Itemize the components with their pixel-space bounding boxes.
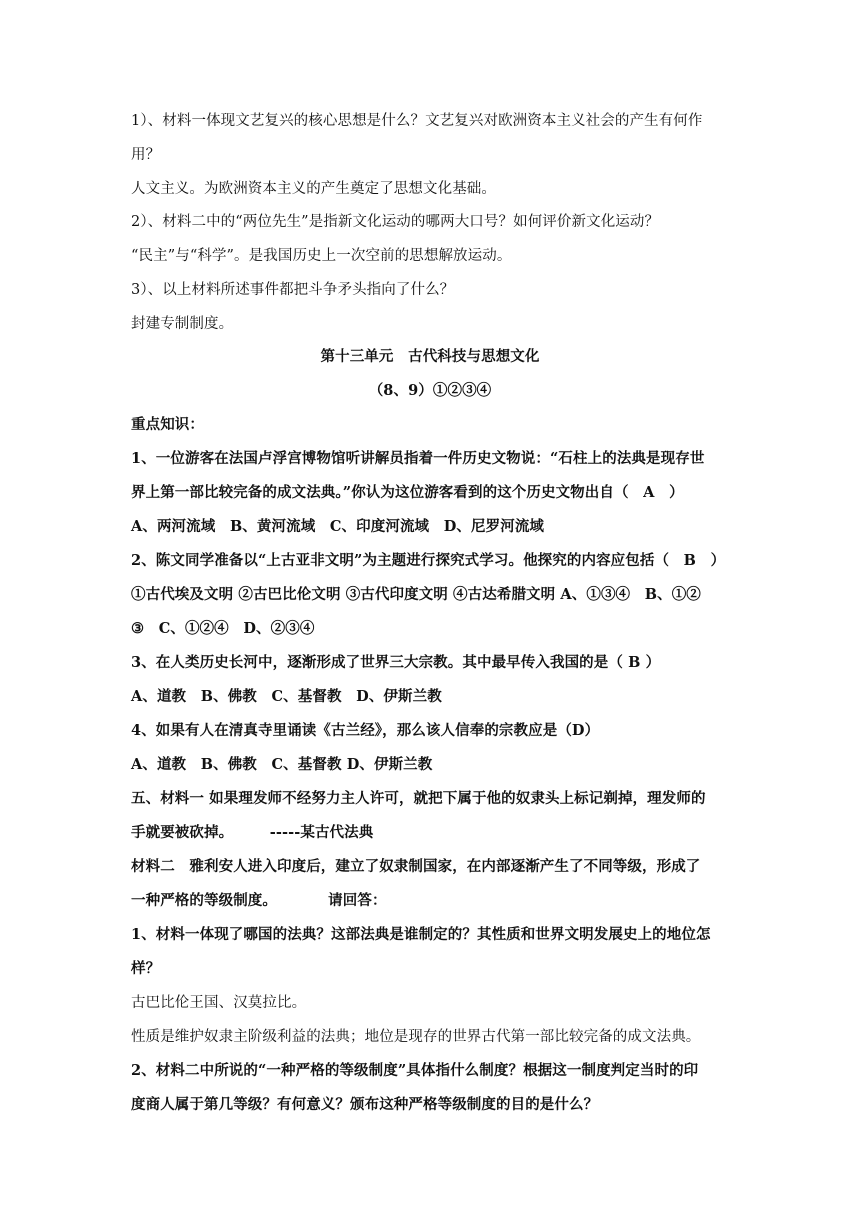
mcq-1-options: A、两河流域 B、黄河流域 C、印度河流域 D、尼罗河流域 bbox=[131, 518, 545, 535]
mcq-2-line-2: ①古代埃及文明 ②古巴比伦文明 ③古代印度文明 ④古达希腊文明 A、①③④ B、①② bbox=[131, 586, 701, 603]
mcq-2-line-1: 2、陈文同学准备以“上古亚非文明”为主题进行探究式学习。他探究的内容应包括（ B ） bbox=[131, 552, 726, 569]
answer-3: 封建专制制度。 bbox=[131, 316, 234, 332]
question-3: 3）、以上材料所述事件都把斗争矛头指向了什么？ bbox=[131, 282, 455, 298]
answer-1: 人文主义。为欧洲资本主义的产生奠定了思想文化基础。 bbox=[131, 181, 496, 197]
unit-subtitle: （8、9）①②③④ bbox=[368, 382, 492, 399]
material-2-line-2: 一种严格的等级制度。 请回答： bbox=[131, 892, 387, 909]
sub-question-1-line-1: 1、材料一体现了哪国的法典？这部法典是谁制定的？其性质和世界文明发展史上的地位怎 bbox=[131, 926, 711, 943]
sub-question-1-line-2: 样？ bbox=[131, 960, 161, 977]
answer-2: “民主”与“科学”。是我国历史上一次空前的思想解放运动。 bbox=[131, 248, 512, 264]
material-2-line-1: 材料二 雅利安人进入印度后，建立了奴隶制国家，在内部逐渐产生了不同等级，形成了 bbox=[131, 858, 701, 875]
mcq-3-line-1: 3、在人类历史长河中，逐渐形成了世界三大宗教。其中最早传入我国的是（ B ） bbox=[131, 654, 661, 671]
mcq-3-options: A、道教 B、佛教 C、基督教 D、伊斯兰教 bbox=[131, 688, 442, 705]
sub-answer-1-line-1: 古巴比伦王国、汉莫拉比。 bbox=[131, 995, 307, 1011]
material-1-line-2: 手就要被砍掉。 -----某古代法典 bbox=[131, 824, 374, 841]
mcq-1-line-2: 界上第一部比较完备的成文法典。”你认为这位游客看到的这个历史文物出自（ A ） bbox=[131, 484, 684, 501]
sub-question-2-line-2: 度商人属于第几等级？有何意义？颁布这种严格等级制度的目的是什么？ bbox=[131, 1096, 599, 1113]
section-heading: 重点知识： bbox=[131, 416, 204, 433]
unit-title: 第十三单元 古代科技与思想文化 bbox=[320, 348, 540, 365]
mcq-1-line-1: 1、一位游客在法国卢浮宫博物馆听讲解员指着一件历史文物说：“石柱上的法典是现存世 bbox=[131, 450, 705, 467]
mcq-4-line-1: 4、如果有人在清真寺里诵读《古兰经》，那么该人信奉的宗教应是（D） bbox=[131, 722, 600, 739]
sub-answer-1-line-2: 性质是维护奴隶主阶级利益的法典；地位是现存的世界古代第一部比较完备的成文法典。 bbox=[131, 1029, 701, 1045]
question-2: 2）、材料二中的“两位先生”是指新文化运动的哪两大口号？如何评价新文化运动？ bbox=[131, 214, 660, 230]
sub-question-2-line-1: 2、材料二中所说的“一种严格的等级制度”具体指什么制度？根据这一制度判定当时的印 bbox=[131, 1062, 699, 1079]
mcq-4-options: A、道教 B、佛教 C、基督教 D、伊斯兰教 bbox=[131, 756, 433, 773]
material-1-line-1: 五、材料一 如果理发师不经努力主人许可，就把下属于他的奴隶头上标记剃掉，理发师的 bbox=[131, 790, 706, 807]
question-1-line-2: 用？ bbox=[131, 147, 161, 163]
mcq-2-line-3: ③ C、①②④ D、②③④ bbox=[131, 620, 315, 637]
question-1-line-1: 1）、材料一体现文艺复兴的核心思想是什么？文艺复兴对欧洲资本主义社会的产生有何作 bbox=[131, 113, 703, 129]
